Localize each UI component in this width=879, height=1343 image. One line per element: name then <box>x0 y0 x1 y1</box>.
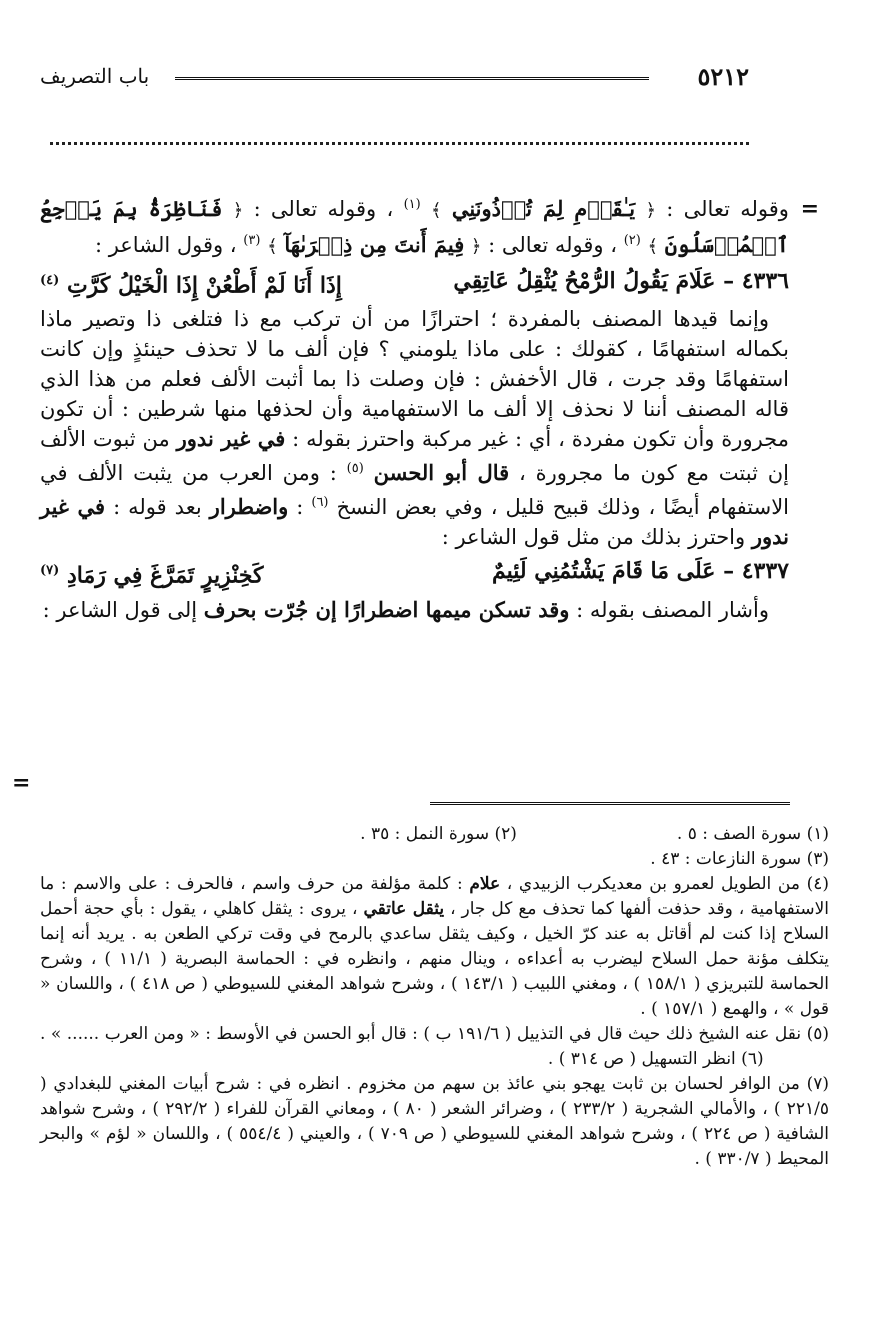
verse-text: عَلَامَ يَقُولُ الرُّمْحُ يُثْقِلُ عَاتِقِي <box>453 268 716 294</box>
quran-quote: فَنَاظِرَةُۢ بِمَ يَرۡجِعُ ٱلۡمُرۡسَلُونَ <box>40 196 789 257</box>
bold-term: وقد تسكن ميمها اضطرارًا إن جُرّت بحرف <box>203 596 570 622</box>
bold-term: يثقل عاتقي <box>363 899 445 919</box>
text-segment: : كلمة مؤلفة من حرف واسم ، فالحرف : على والاسم : ما الاستفهامية ، وقد حذفت ألفها كما تحذف مع كل جار ، <box>40 874 830 919</box>
verse-first-half <box>492 556 789 590</box>
text-segment: ، يروى : يثقل كاهلي ، يقول : بأي حجة أحمل السلاح إذا كنت لم أقاتل به عند كرّ الخيل ، وكيف يثقل ساعدي بالرمح في وقت تركي الطعن به . يريد أنه إنما يتكلف مؤنة حمل السلاح ليضرب به أعداءه ، وينال منهم ، وانظره في : الحماسة البصرية ( ١١/١ ) ، وشرح الحماسة للتبريزي ( ١٥٨/١ ) ، ومغني اللبيب ( ١٤٣/١ ) ، وشرح شواهد المغني للسيوطي ( ص ٤١٨ ) ، واللسان « قول » ، والهمع ( ١٥٧/١ ) . <box>40 899 830 1019</box>
text-segment: إلى قول الشاعر : <box>42 597 198 622</box>
continuation-mark-top: = <box>800 196 819 222</box>
main-text <box>40 190 789 625</box>
footnote-5: (٥) نقل عنه الشيخ ذلك حيث قال في التذييل ( ١٩١/٦ ب ) : قال أبو الحسن في الأوسط : « ومن العرب ...... » . <box>40 1024 830 1044</box>
paragraph-commentary <box>40 304 789 552</box>
verse-text: عَلَى مَا قَامَ يَشْتُمُنِي لَئِيمٌ <box>491 558 716 585</box>
footnote-1: (١) سورة الصف : ٥ . <box>676 824 829 844</box>
text-segment: (٤) من الطويل لعمرو بن معديكرب الزبيدي ، <box>506 874 829 894</box>
verse-number: ٤٣٣٦ – <box>723 268 789 294</box>
bold-term: واضطرار <box>209 494 289 520</box>
footnote-7: (٧) من الوافر لحسان بن ثابت يهجو بني عائذ بن سهم من مخزوم . انظره في : شرح أبيات المغني للبغدادي ( ٢٢١/٥ ) ، والأمالي الشجرية ( ٢٣٣/٢ ) ، وضرائر الشعر ( ٨٠ ) ، ومعاني القرآن للفراء ( ٢٩٢/٢ ) ، وشرح شواهد الشافية ( ص ٢٢٤ ) ، وشرح شواهد المغني للسيوطي ( ص ٧٠٩ ) ، والعيني ( ٥٥٤/٤ ) ، واللسان « لؤم » والبحر المحيط ( ٣٣٠/٧ ) . <box>40 1074 830 1169</box>
header-rule <box>175 77 649 80</box>
text-segment: ، وقوله تعالى : <box>488 233 617 257</box>
verse-text: كَخِنْزِيرٍ تَمَرَّغَ فِي رَمَادِ <box>66 562 264 589</box>
text-segment: : <box>296 495 304 520</box>
text-segment: بعد قوله : <box>113 495 202 520</box>
paragraph-closing <box>40 595 789 625</box>
footnote-3: (٣) سورة النازعات : ٤٣ . <box>650 849 829 869</box>
verse-text: إِذَا أَنَا لَمْ أَطْعُنْ إِذَا الْخَيْلُ كَرَّتِ <box>66 272 342 299</box>
footnote-ref: (٦) <box>311 495 329 511</box>
text-segment: : ومن العرب من يثبت الألف في الاستفهام أيضًا ، وذلك قبيح قليل ، وفي بعض النسخ <box>40 461 790 520</box>
continuation-mark-bottom: = <box>12 770 31 796</box>
footnote-ref: (٣) <box>243 233 261 248</box>
footnote-ref: (١) <box>403 197 421 212</box>
footnote-ref: (٧) <box>40 563 60 579</box>
bold-term: قال أبو الحسن <box>373 460 510 486</box>
bold-term: في غير ندور <box>176 426 286 452</box>
paragraph-quran-citations: وقوله تعالى : ﴿ يَـٰقَوۡمِ لِمَ تُؤۡذُونَنِي ﴾ $^{(١)}$ ، وقوله تعالى : ﴿ فَنَاظِرَةُۢ بِمَ يَرۡجِعُ ٱلۡمُرۡسَلُونَ ﴾ $^{(٢)}$ ، وقوله تعالى : ﴿ فِيمَ أَنتَ مِن ذِكۡرَىٰهَآ ﴾ $^{(٣)}$ ، وقول الشاعر : <box>40 196 789 257</box>
text-segment: وقوله تعالى : <box>666 197 789 221</box>
footnote-ref: (٢) <box>623 233 641 248</box>
verse-second-half <box>40 556 264 590</box>
text-segment: وأشار المصنف بقوله : <box>576 597 769 622</box>
dotted-separator <box>50 142 749 145</box>
footnote-2: (٢) سورة النمل : ٣٥ . <box>360 824 517 844</box>
footnote-separator <box>430 802 790 805</box>
footnotes <box>40 822 829 1172</box>
footnote-4 <box>40 872 829 1022</box>
footnote-row <box>40 822 829 847</box>
text-segment: وإنما قيدها المصنف بالمفردة ؛ احترازًا من أن تركب مع ذا فتلغى ذا وتصير ماذا بكماله استفهامًا ، كقولك : على ماذا يلومني ؟ فإن ألف ما لا تحذف حينئذٍ وإن كانت استفهامًا وقد جرت ، قال الأخفش : فإن وصلت ذا بما أثبت الألف فعلم من هذا الذي قاله المصنف أننا لا نحذف إلا ألف ما الاستفهامية وأن لحذفها منها شرطين : أن تكون مجرورة وأن تكون مفردة ، أي : غير مركبة واحترز بقوله : <box>40 307 789 452</box>
page-header <box>40 62 749 92</box>
poetry-verse-4336 <box>40 266 789 300</box>
poetry-verse-4337 <box>40 556 789 590</box>
quran-quote: فِيمَ أَنتَ مِن ذِكۡرَىٰهَآ <box>284 232 465 257</box>
text-segment: من ثبوت الألف إن ثبتت مع كون ما مجرورة ، <box>40 427 789 486</box>
verse-number: ٤٣٣٧ – <box>723 558 789 585</box>
chapter-title: باب التصريف <box>40 64 150 88</box>
bold-term: علام <box>469 874 501 894</box>
text-segment: ، وقوله تعالى : <box>253 197 394 221</box>
verse-second-half <box>40 266 342 300</box>
footnote-6: (٦) انظر التسهيل ( ص ٣١٤ ) . <box>547 1049 764 1069</box>
text-segment: ، وقول الشاعر : <box>94 233 237 257</box>
bold-term: في غير ندور <box>40 494 789 550</box>
page-number: ٥٢١٢ <box>697 62 749 91</box>
quran-quote: يَـٰقَوۡمِ لِمَ تُؤۡذُونَنِي <box>451 196 636 221</box>
text-segment: واحترز بذلك من مثل قول الشاعر : <box>441 525 746 550</box>
footnote-ref: (٤) <box>40 273 60 288</box>
footnote-row <box>40 1022 829 1072</box>
verse-first-half <box>453 266 789 300</box>
footnote-ref: (٥) <box>346 461 364 477</box>
